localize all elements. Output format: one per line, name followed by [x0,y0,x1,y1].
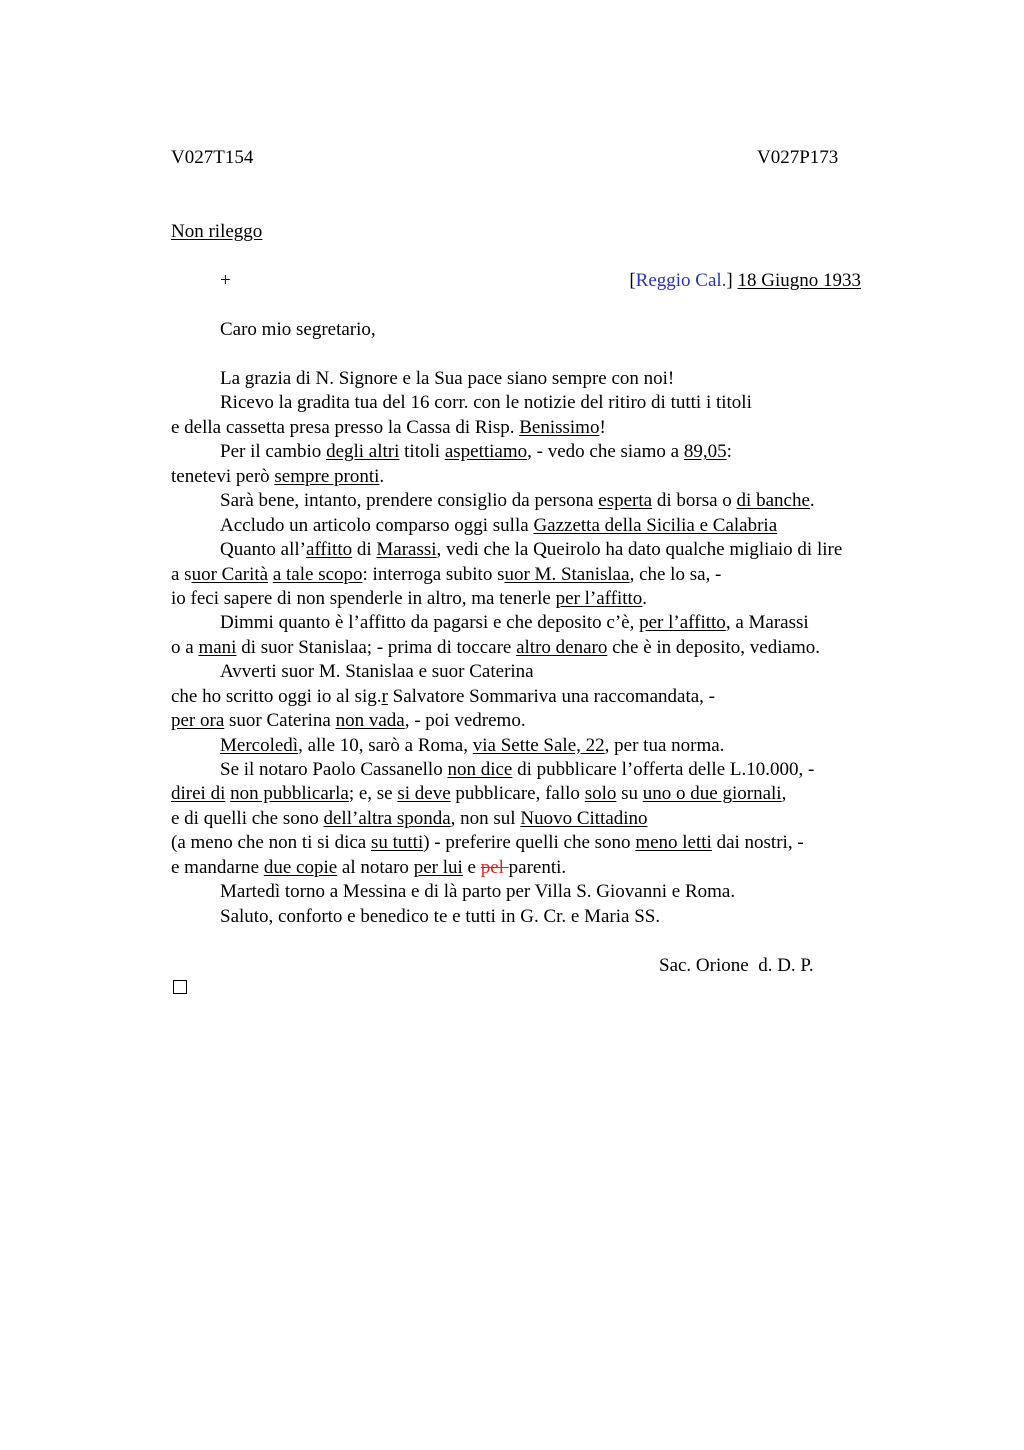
text-segment: Ricevo la gradita tua del 16 corr. con le notizie del ritiro di tutti i titoli [220,392,752,414]
cross-symbol: + [220,270,231,291]
underlined-text: degli altri [326,441,400,463]
underlined-text: uor M. Stanislaa [504,563,630,585]
body-line [171,782,911,806]
note-non-rileggo: Non rileggo [171,221,263,242]
body-line [171,880,911,904]
text-segment: ) - preferire quelli che sono [423,832,636,854]
bracket-close: ] [726,270,733,291]
place-date-line [629,269,861,293]
text-segment: Accludo un articolo comparso oggi sulla [220,514,534,536]
underlined-text: su tutti [370,832,424,854]
text-segment: , [781,783,787,805]
body-line [171,416,911,440]
underlined-text: aspettiamo [444,441,528,463]
text-segment: , alle 10, sarò a Roma, [298,734,473,756]
underlined-text: via Sette Sale, 22 [472,734,605,756]
underlined-text: per l’affitto [639,612,726,634]
underlined-text: sempre pronti [274,465,380,487]
underlined-text: Marassi [376,539,437,561]
text-segment: di [352,539,377,561]
underlined-text: affitto [306,539,353,561]
underlined-text: per lui [413,856,463,878]
body-line [171,367,911,391]
text-segment: e mandarne [171,856,264,878]
text-segment: di borsa o [652,490,737,512]
underlined-text: non pubblicarla [230,783,349,805]
body-line [171,685,911,709]
underlined-text: Benissimo [519,416,600,438]
underlined-text: Nuovo Cittadino [520,807,648,829]
body-line [171,611,911,635]
underlined-text: uno o due giornali [642,783,782,805]
underlined-text: a tale scopo [272,563,363,585]
underlined-text: Mercoledì [220,734,299,756]
text-segment: io feci sapere di non spenderle in altro, ma tenerle [171,587,556,609]
text-segment: al notaro [337,856,414,878]
struck-text: pel [480,856,509,878]
text-segment: Se il notaro Paolo Cassanello [220,759,448,780]
underlined-text: solo [584,783,617,805]
text-segment: che è in deposito, vediamo. [607,636,820,658]
text-segment: . [379,465,385,487]
text-segment: di suor Stanislaa; - prima di toccare [236,636,517,658]
text-segment: pubblicare, fallo [450,783,585,805]
text-segment: Dimmi quanto è l’affitto da pagarsi e che deposito c’è, [220,612,640,634]
text-segment: di pubblicare l’offerta delle L.10.000, - [512,759,815,780]
text-segment: e della cassetta presa presso la Cassa di Risp. [171,416,520,438]
underlined-text: uor Carità [191,563,269,585]
text-segment: ; e, se [348,783,398,805]
text-segment: su [616,783,643,805]
text-segment: suor Caterina [224,710,336,732]
signature: Sac. Orione d. D. P. [659,955,814,976]
body-line [171,734,911,758]
checkbox-square-icon [173,980,187,994]
text-segment: a s [171,563,192,585]
text-segment: Quanto all’ [220,539,307,561]
text-segment: Avverti suor M. Stanislaa e suor Caterina [220,661,534,683]
body-line [171,563,911,587]
text-segment: o a [171,636,199,658]
text-segment: . [642,587,648,609]
text-segment: : interroga subito s [362,563,505,585]
underlined-text: per l’affitto [555,587,643,609]
underlined-text: per ora [171,710,225,732]
text-segment: : [726,441,732,463]
text-segment: parenti. [508,856,567,878]
underlined-text: r [381,685,388,707]
text-segment: , - poi vedremo. [404,710,526,732]
text-segment: Saluto, conforto e benedico te e tutti in G. Cr. e Maria SS. [220,905,661,927]
body-line [171,489,911,513]
underlined-text: direi di [171,783,226,805]
right-archive-code: V027P173 [757,147,839,168]
text-segment: (a meno che non ti si dica [171,832,371,854]
text-segment: , vedi che la Queirolo ha dato qualche migliaio di lire [436,539,843,561]
underlined-text: si deve [397,783,451,805]
body-line [171,391,911,415]
underlined-text: due copie [263,856,338,878]
body-line [171,440,911,464]
bracket-open: [ [629,270,636,291]
text-segment: , per tua norma. [604,734,725,756]
text-segment: tenetevi però [171,465,275,487]
underlined-text: 89,05 [683,441,727,463]
text-segment: , non sul [450,807,521,829]
left-archive-code: V027T154 [171,147,254,168]
text-segment: Salvatore Sommariva una raccomandata, - [387,685,715,707]
body-line [171,831,911,855]
body-line [171,514,911,538]
underlined-text: non vada [335,710,405,732]
body-line [171,660,911,684]
underlined-text: Gazzetta della Sicilia e Calabria [533,514,778,536]
body-line [171,636,911,660]
body-line [171,856,911,880]
text-segment: ! [599,416,606,438]
place-name: Reggio Cal. [635,270,727,291]
text-segment: La grazia di N. Signore e la Sua pace siano sempre con noi! [220,368,675,389]
underlined-text: non dice [447,759,513,780]
text-segment: che ho scritto oggi io al sig. [171,685,382,707]
body-line [171,905,911,929]
salutation: Caro mio segretario, [220,319,376,340]
text-segment: . [809,490,815,512]
underlined-text: altro denaro [516,636,608,658]
text-segment: titoli [399,441,445,463]
underlined-text: meno letti [635,832,712,854]
text-segment: dai nostri, - [711,832,804,854]
text-segment: , a Marassi [725,612,809,634]
body-line [171,758,911,782]
text-segment: Martedì torno a Messina e di là parto per Villa S. Giovanni e Roma. [220,881,736,903]
text-segment: Sarà bene, intanto, prendere consiglio da persona [220,490,599,512]
underlined-text: esperta [598,490,653,512]
text-segment: e [462,856,481,878]
text-segment: , che lo sa, - [629,563,722,585]
body-line [171,538,911,562]
letter-body [171,367,911,929]
body-line [171,807,911,831]
underlined-text: mani [198,636,237,658]
text-segment: , - vedo che siamo a [527,441,684,463]
text-segment: e di quelli che sono [171,807,324,829]
body-line [171,465,911,489]
body-line [171,587,911,611]
letter-date: 18 Giugno 1933 [737,270,861,291]
text-segment: Per il cambio [220,441,327,463]
underlined-text: dell’altra sponda [323,807,451,829]
body-line [171,709,911,733]
underlined-text: di banche [736,490,810,512]
